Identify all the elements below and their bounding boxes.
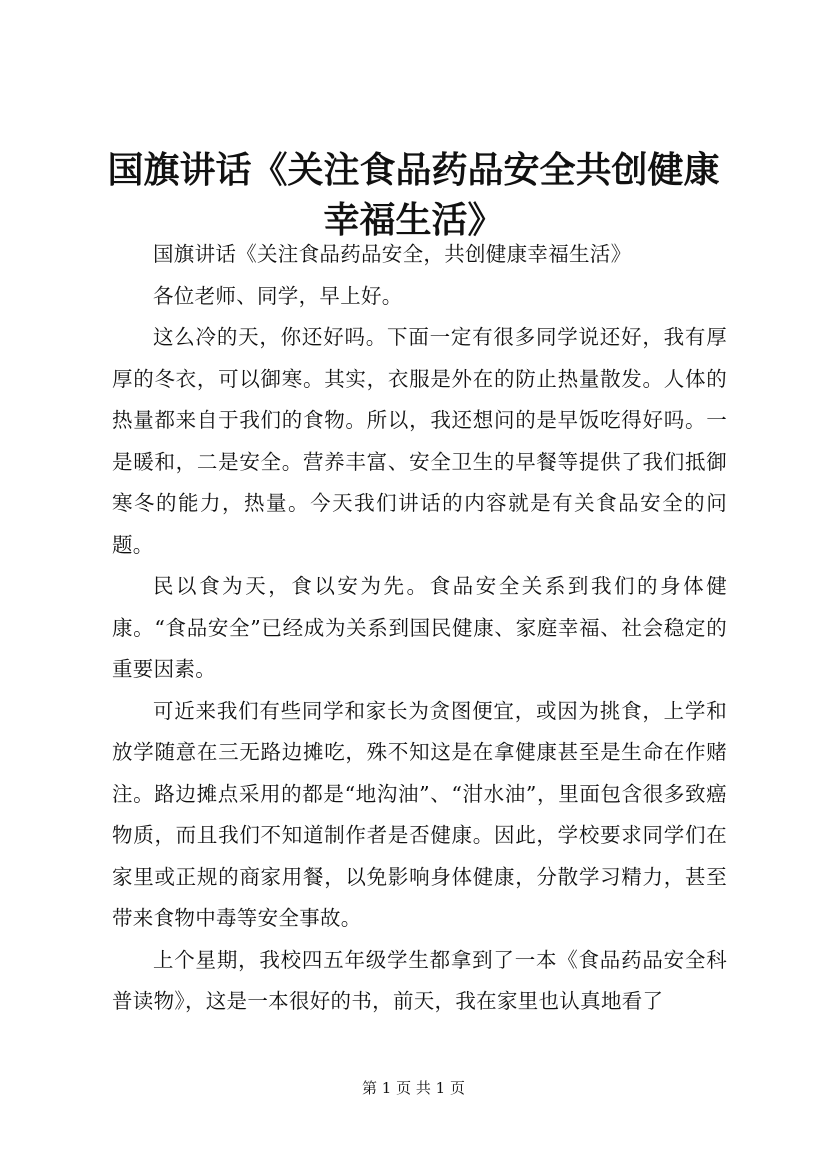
paragraph: 上个星期，我校四五年级学生都拿到了一本《食品药品安全科普读物》，这是一本很好的书，前天，我在家里也认真地看了	[112, 947, 727, 1013]
page-footer: 第 1 页 共 1 页	[362, 1079, 465, 1097]
paragraph: 民以食为天，食以安为先。食品安全关系到我们的身体健康。“食品安全”已经成为关系到国民健康、家庭幸福、社会稳定的重要因素。	[112, 574, 727, 681]
paragraph: 各位老师、同学，早上好。	[153, 283, 403, 308]
paragraph: 这么冷的天，你还好吗。下面一定有很多同学说还好，我有厚厚的冬衣，可以御寒。其实，衣服是外在的防止热量散发。人体的热量都来自于我们的食物。所以，我还想问的是早饭吃得好吗。一是暖和，二是安全。营养丰富、安全卫生的早餐等提供了我们抵御寒冬的能力，热量。今天我们讲话的内容就是有关食品安全的问题。	[112, 325, 727, 557]
document-body	[112, 234, 727, 1023]
document-title: 国旗讲话《关注食品药品安全共创健康幸福生活》	[107, 149, 720, 241]
paragraph: 可近来我们有些同学和家长为贪图便宜，或因为挑食，上学和放学随意在三无路边摊吃，殊不知这是在拿健康甚至是生命在作赌注。路边摊点采用的都是“地沟油”、“泔水油”，里面包含很多致癌物质，而且我们不知道制作者是否健康。因此，学校要求同学们在家里或正规的商家用餐，以免影响身体健康，分散学习精力，甚至带来食物中毒等安全事故。	[112, 698, 727, 930]
paragraph: 国旗讲话《关注食品药品安全，共创健康幸福生活》	[153, 242, 632, 266]
